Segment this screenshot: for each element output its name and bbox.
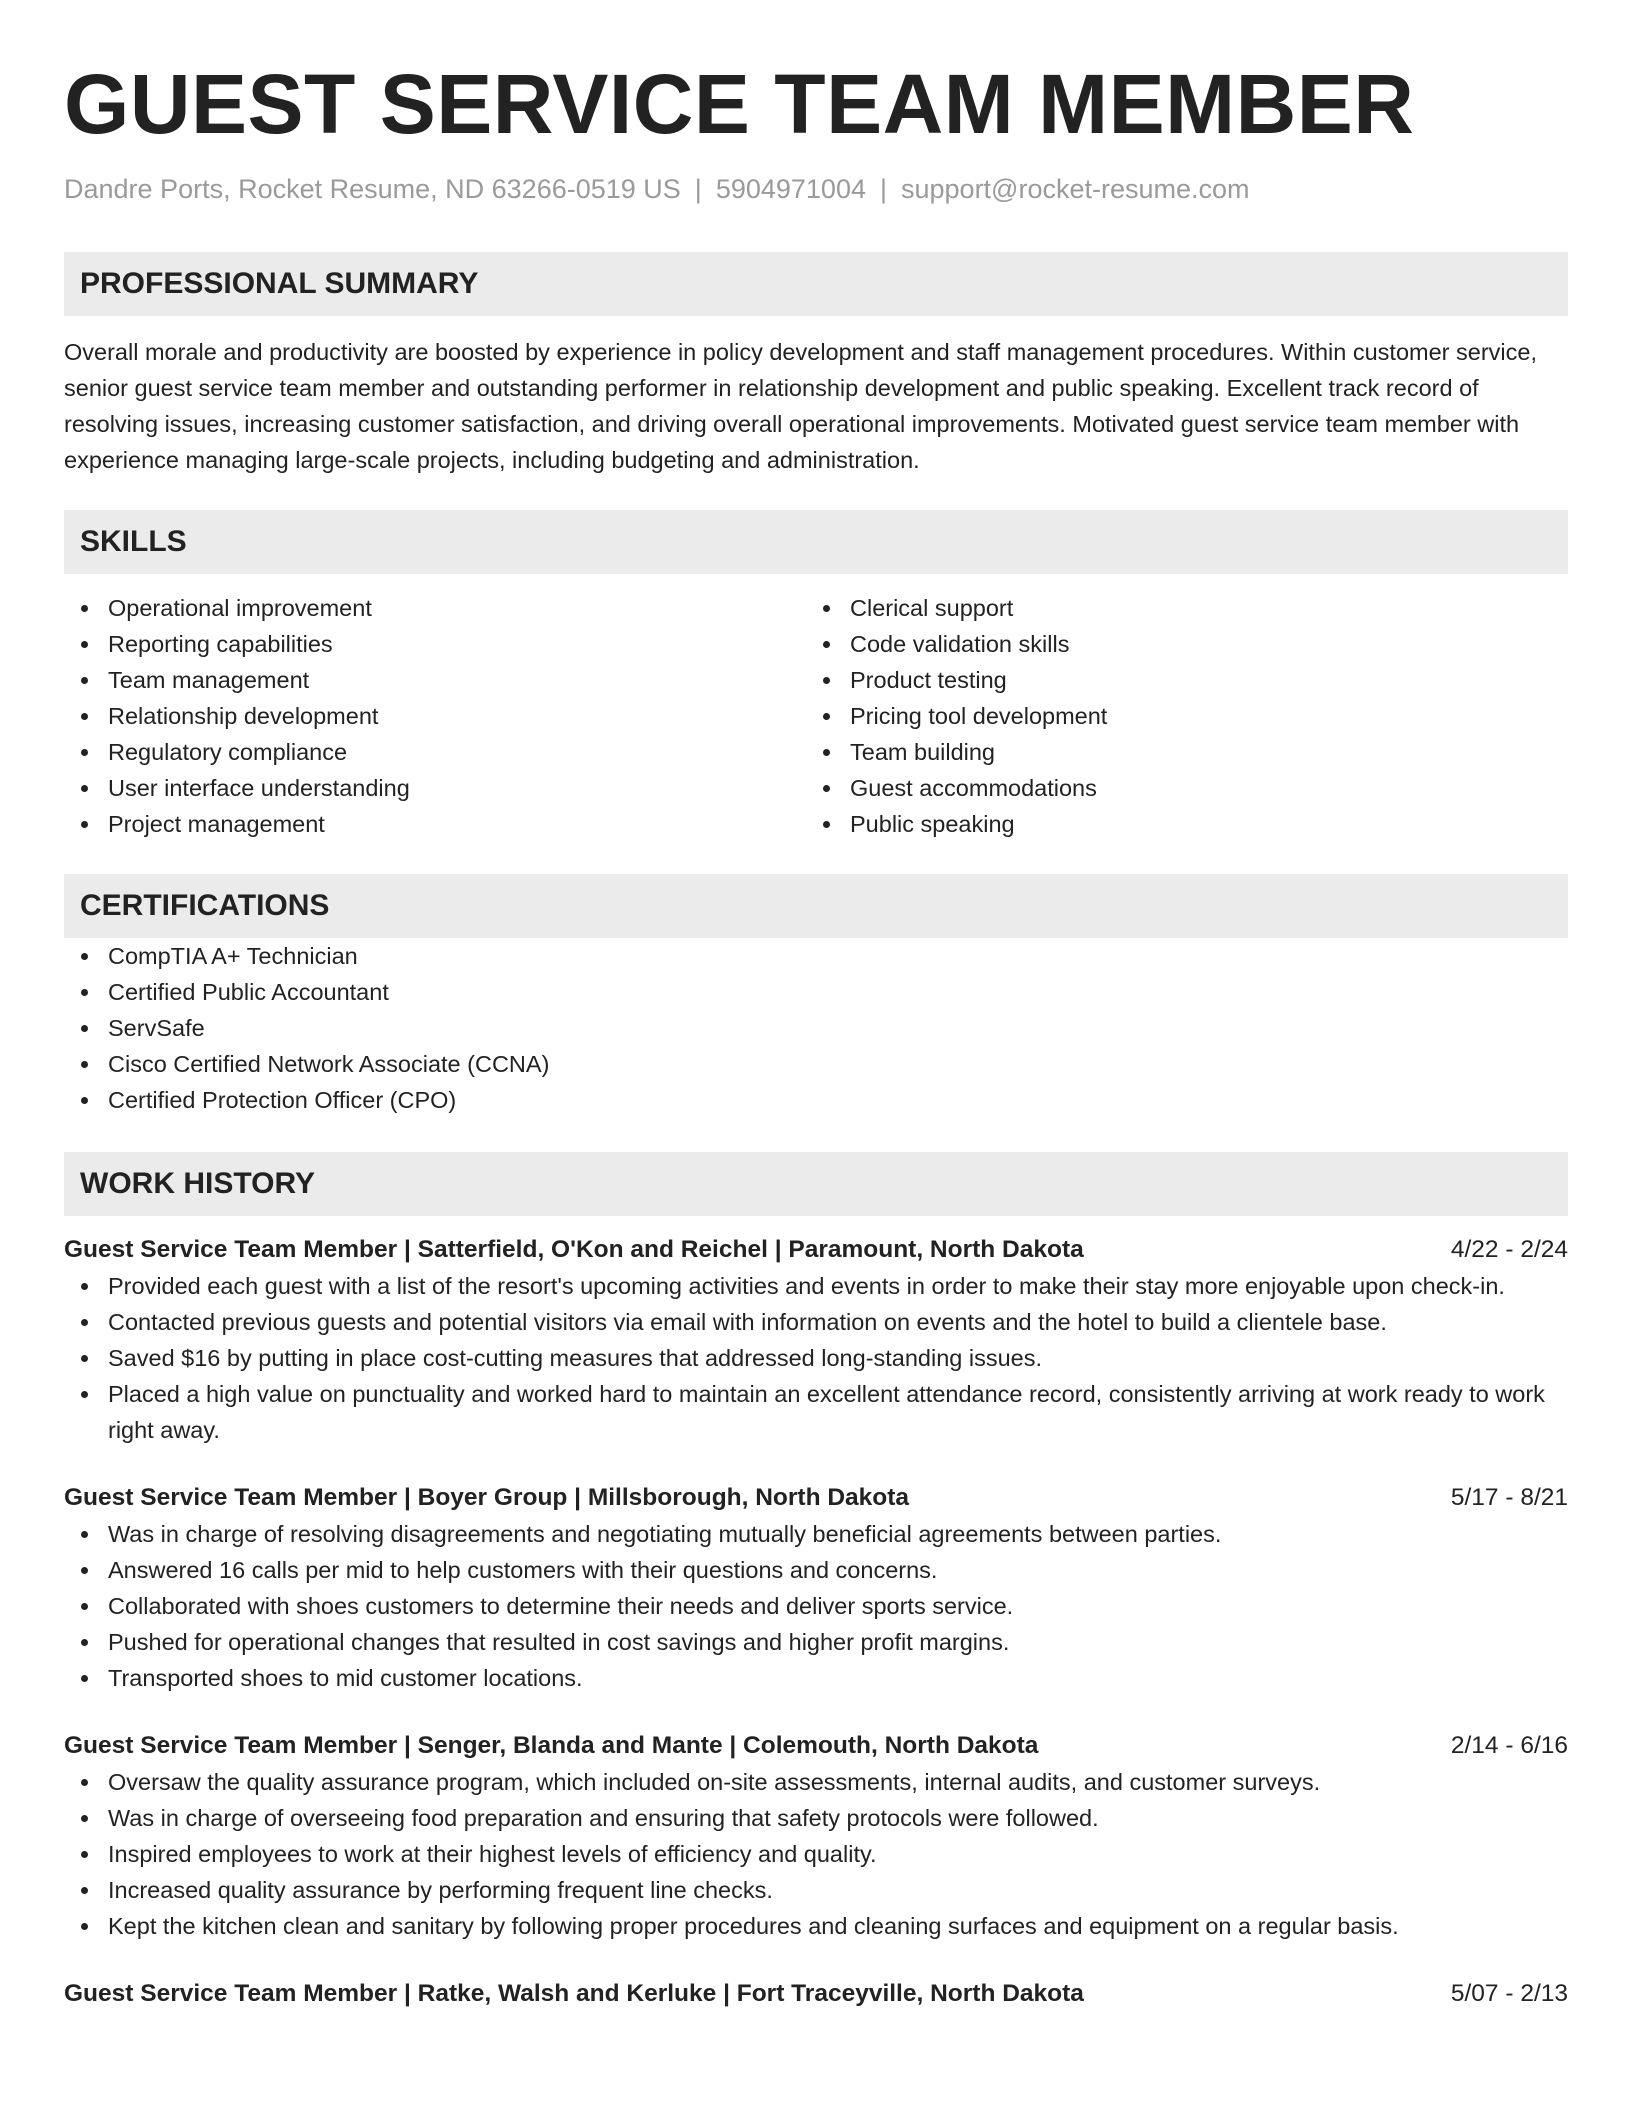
job-title: Guest Service Team Member | Satterfield, O'Kon and Reichel | Paramount, North Dakota — [64, 1236, 1084, 1263]
job-dates: 2/14 - 6/16 — [1450, 1732, 1568, 1759]
skills-list-right — [806, 590, 1548, 842]
skill-item: Operational improvement — [64, 590, 806, 626]
job-title: Guest Service Team Member | Boyer Group | Millsborough, North Dakota — [64, 1484, 910, 1511]
job-bullet: Was in charge of resolving disagreements and negotiating mutually beneficial agreements between parties. — [64, 1516, 1568, 1552]
skill-item: Regulatory compliance — [64, 734, 806, 770]
job-title: Guest Service Team Member | Senger, Blanda and Mante | Colemouth, North Dakota — [64, 1732, 1039, 1759]
job-dates: 4/22 - 2/24 — [1450, 1236, 1568, 1263]
job-entry — [64, 1232, 1568, 1448]
skills-list-left — [64, 590, 806, 842]
section-header-certifications: CERTIFICATIONS — [64, 874, 1568, 938]
job-dates: 5/07 - 2/13 — [1450, 1980, 1568, 2007]
job-dates: 5/17 - 8/21 — [1450, 1484, 1568, 1511]
certification-item: Certified Public Accountant — [64, 974, 1568, 1010]
job-bullet: Increased quality assurance by performing frequent line checks. — [64, 1872, 1568, 1908]
job-bullet: Saved $16 by putting in place cost-cutting measures that addressed long-standing issues. — [64, 1340, 1568, 1376]
skill-item: Reporting capabilities — [64, 626, 806, 662]
skill-item: Clerical support — [806, 590, 1548, 626]
certification-item: CompTIA A+ Technician — [64, 938, 1568, 974]
section-header-skills: SKILLS — [64, 510, 1568, 574]
section-header-work-history: WORK HISTORY — [64, 1152, 1568, 1216]
summary-text: Overall morale and productivity are boosted by experience in policy development and staff management procedures. Within customer service, senior guest service team member and outstanding performer in relationship development and public speaking. Excellent track record of resolving issues, increasing customer satisfaction, and driving overall operational improvements. Motivated guest service team member with experience managing large-scale projects, including budgeting and administration. — [64, 339, 1537, 473]
certification-item: ServSafe — [64, 1010, 1568, 1046]
certification-item: Cisco Certified Network Associate (CCNA) — [64, 1046, 1568, 1082]
job-header — [64, 1232, 1568, 1268]
job-entry — [64, 1976, 1568, 2012]
contact-phone: 5904971004 — [715, 174, 866, 204]
certification-item: Certified Protection Officer (CPO) — [64, 1082, 1568, 1118]
job-bullet: Answered 16 calls per mid to help customers with their questions and concerns. — [64, 1552, 1568, 1588]
job-bullet: Oversaw the quality assurance program, which included on-site assessments, internal audits, and customer surveys. — [64, 1764, 1568, 1800]
job-bullet: Collaborated with shoes customers to determine their needs and deliver sports service. — [64, 1588, 1568, 1624]
skill-item: Project management — [64, 806, 806, 842]
job-header — [64, 1480, 1568, 1516]
skill-item: Pricing tool development — [806, 698, 1548, 734]
section-header-summary: PROFESSIONAL SUMMARY — [64, 252, 1568, 316]
job-bullet-list — [64, 1764, 1568, 1944]
skill-item: Guest accommodations — [806, 770, 1548, 806]
resume-name: GUEST SERVICE TEAM MEMBER — [64, 57, 1415, 151]
skill-item: Product testing — [806, 662, 1548, 698]
contact-email: support@rocket-resume.com — [901, 174, 1250, 204]
job-bullet-list — [64, 1268, 1568, 1448]
job-entry — [64, 1728, 1568, 1944]
job-bullet: Pushed for operational changes that resulted in cost savings and higher profit margins. — [64, 1624, 1568, 1660]
certifications-list — [64, 938, 1568, 1118]
skill-item: Team management — [64, 662, 806, 698]
skill-item: Team building — [806, 734, 1548, 770]
job-bullet: Kept the kitchen clean and sanitary by following proper procedures and cleaning surfaces and equipment on a regular basis. — [64, 1908, 1568, 1944]
skill-item: Public speaking — [806, 806, 1548, 842]
job-bullet: Was in charge of overseeing food preparation and ensuring that safety protocols were followed. — [64, 1800, 1568, 1836]
contact-separator: | — [694, 174, 702, 204]
job-entry — [64, 1480, 1568, 1696]
job-title: Guest Service Team Member | Ratke, Walsh and Kerluke | Fort Traceyville, North Dakota — [64, 1980, 1084, 2007]
job-bullet: Provided each guest with a list of the resort's upcoming activities and events in order to make their stay more enjoyable upon check-in. — [64, 1268, 1568, 1304]
job-bullet-list — [64, 1516, 1568, 1696]
job-bullet: Inspired employees to work at their highest levels of efficiency and quality. — [64, 1836, 1568, 1872]
skill-item: User interface understanding — [64, 770, 806, 806]
skill-item: Code validation skills — [806, 626, 1548, 662]
job-header — [64, 1728, 1568, 1764]
job-bullet: Contacted previous guests and potential visitors via email with information on events and the hotel to build a clientele base. — [64, 1304, 1568, 1340]
contact-separator: | — [879, 174, 887, 204]
job-bullet: Transported shoes to mid customer locations. — [64, 1660, 1568, 1696]
job-header — [64, 1976, 1568, 2012]
skills-grid — [64, 590, 1568, 842]
contact-line — [64, 172, 1568, 206]
skill-item: Relationship development — [64, 698, 806, 734]
job-bullet: Placed a high value on punctuality and worked hard to maintain an excellent attendance record, consistently arriving at work ready to work right away. — [64, 1376, 1568, 1448]
resume-page — [64, 0, 1568, 2012]
contact-address: Dandre Ports, Rocket Resume, ND 63266-0519 US — [64, 174, 681, 204]
